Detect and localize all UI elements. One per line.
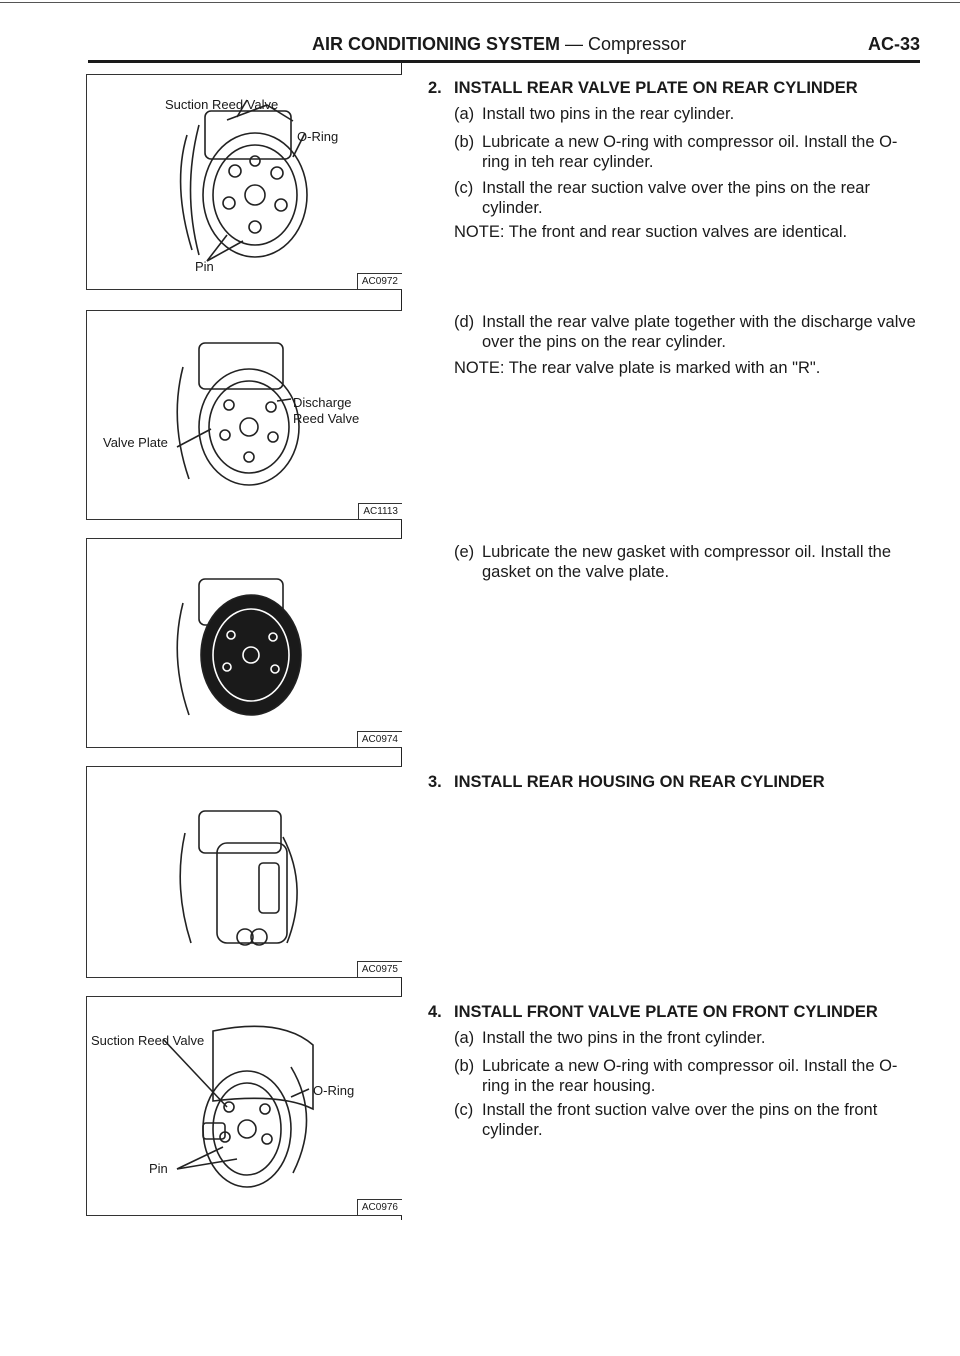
callout-o-ring: O-Ring: [297, 129, 339, 144]
step-number: 3.: [428, 773, 442, 791]
note-valve-plate-mark: NOTE: The rear valve plate is marked with an "R".: [454, 359, 821, 377]
sub-text: Install the front suction valve over the pins on the front cylinder.: [482, 1101, 878, 1139]
sub-text: Install the rear suction valve over the pins on the rear cylinder.: [482, 179, 870, 217]
page-header: [88, 34, 920, 60]
callout-pin: Pin: [195, 259, 214, 274]
sub-text: Lubricate a new O-ring with compressor oil. Install the O-ring in teh rear cylinder.: [482, 133, 898, 171]
sub-text: Lubricate a new O-ring with compressor oil. Install the O-ring in the rear housing.: [482, 1057, 898, 1095]
sub-text: Install the rear valve plate together with the discharge valve over the pins on the rear cylinder.: [482, 313, 916, 351]
callout-o-ring: O-Ring: [313, 1083, 355, 1098]
callout-suction-reed-valve: Suction Reed Valve: [91, 1033, 205, 1048]
section-title: AIR CONDITIONING SYSTEM: [312, 34, 561, 54]
top-rule: [0, 2, 960, 3]
figure-code: AC0976: [357, 1199, 402, 1215]
sub-letter: (b): [454, 133, 475, 151]
subsection-title: Compressor: [588, 34, 687, 54]
callout-discharge-reed-valve: Discharge Reed Valve: [293, 395, 360, 426]
header-rule: [88, 60, 920, 63]
compressor-illustration: [87, 997, 402, 1215]
sub-text: Lubricate the new gasket with compressor oil. Install the gasket on the valve plate.: [482, 543, 892, 581]
figure-code: AC0974: [357, 731, 402, 747]
note-suction-valves: NOTE: The front and rear suction valves are identical.: [454, 223, 848, 241]
sub-letter: (a): [454, 1029, 475, 1047]
sub-text: Install two pins in the rear cylinder.: [482, 105, 735, 123]
figure-code: AC0972: [357, 273, 402, 289]
figure-ac0976: [86, 996, 402, 1216]
step-title: INSTALL FRONT VALVE PLATE ON FRONT CYLINDER: [454, 1003, 878, 1021]
header-separator: —: [565, 34, 584, 54]
sub-letter: (b): [454, 1057, 475, 1075]
header-title: [312, 34, 686, 55]
figure-code: AC1113: [358, 503, 402, 519]
compressor-illustration: [87, 767, 402, 977]
figure-code: AC0975: [357, 961, 402, 977]
callout-valve-plate: Valve Plate: [103, 435, 168, 450]
page-code: AC-33: [867, 34, 920, 54]
compressor-illustration: [87, 539, 402, 747]
callout-pin: Pin: [149, 1161, 168, 1176]
step-title: INSTALL REAR VALVE PLATE ON REAR CYLINDER: [454, 79, 858, 97]
step-title: INSTALL REAR HOUSING ON REAR CYLINDER: [454, 773, 825, 791]
sub-letter: (e): [454, 543, 475, 561]
figure-ac0974: [86, 538, 402, 748]
instruction-column: [428, 78, 918, 1178]
callout-suction-reed-valve: Suction Reed Valve: [165, 97, 279, 112]
step-number: 2.: [428, 79, 442, 97]
sub-letter: (c): [454, 179, 474, 197]
step-number: 4.: [428, 1003, 442, 1021]
sub-letter: (d): [454, 313, 475, 331]
sub-text: Install the two pins in the front cylinder.: [482, 1029, 766, 1047]
figure-ac0972: [86, 74, 402, 290]
sub-letter: (c): [454, 1101, 474, 1119]
sub-letter: (a): [454, 105, 475, 123]
figure-ac0975: [86, 766, 402, 978]
figure-ac1113: [86, 310, 402, 520]
